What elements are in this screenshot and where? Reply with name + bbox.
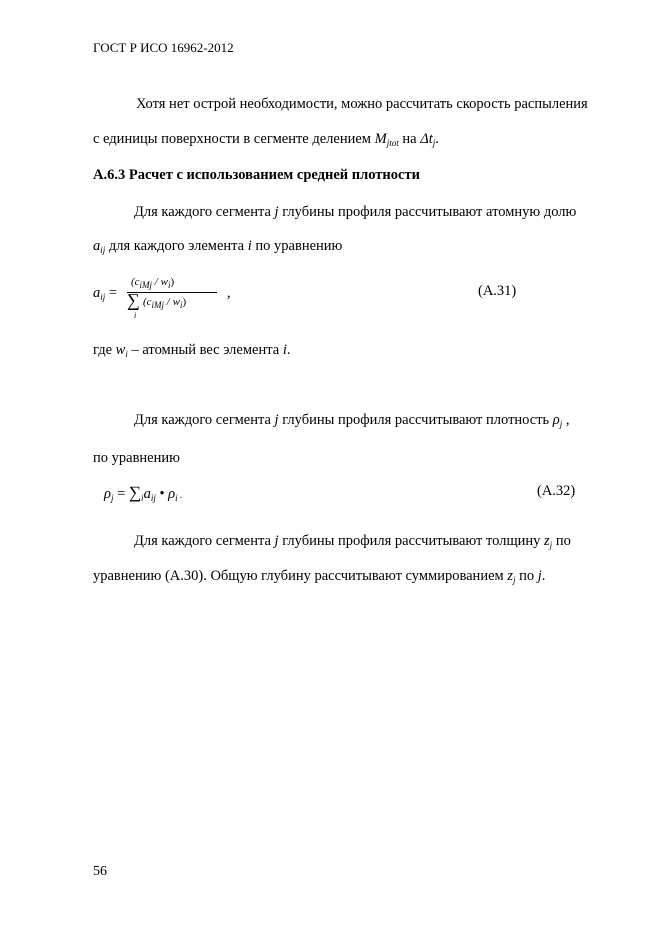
variable-j: j [274,533,279,549]
text: для каждого элемента [105,238,248,254]
text: . [286,342,291,358]
equals-sign: = [113,486,129,502]
sum-symbol: ∑ [128,483,142,502]
var: (c [143,296,152,308]
paren: ) [182,296,187,308]
variable-rho: ρ [104,486,111,502]
text: на [398,131,421,147]
equation-number-a31: (А.31) [478,283,517,299]
variable-delta-t: Δt [420,131,433,147]
subscript: ij [100,292,106,302]
dot-operator: • [155,486,169,502]
subscript: j [432,138,436,148]
text: Для каждого сегмента [134,412,275,428]
variable-j: j [537,568,542,584]
text: , [562,412,570,428]
subscript: j [110,493,114,503]
denominator-body [143,296,186,310]
subscript: ij [150,493,156,503]
formula-a31 [93,274,533,324]
variable-a: a [143,486,151,502]
subscript: i [167,280,171,290]
text: с единицы поверхности в сегменте делением [93,131,375,147]
paragraph-2-line-1 [134,204,576,221]
variable-rho: ρ [168,486,176,502]
text: . [435,131,439,147]
subscript: jtot [386,138,399,148]
variable-i: i [282,342,287,358]
subscript: i [125,349,128,359]
document-header: ГОСТ Р ИСО 16962-2012 [93,40,234,55]
variable-a: a [93,238,101,254]
equation-number-a32: (А.32) [537,483,576,499]
text: Для каждого сегмента [134,204,275,220]
text: глубины профиля рассчитывают атомную долю [278,204,577,220]
var: / w [152,276,168,288]
variable-a: a [93,285,101,301]
paragraph-1-line-2 [93,131,439,148]
paren: ) [170,276,175,288]
text: . [541,568,546,584]
formula-a32 [104,483,574,513]
variable-i: i [247,238,252,254]
sum-index: i [134,311,137,320]
comma: , [227,285,231,301]
variable-rho: ρ [552,412,560,428]
subscript: iMj [151,300,165,310]
paragraph-1-line-1: Хотя нет острой необходимости, можно рассчитать скорость распыления [136,96,588,112]
sum-symbol: ∑ [127,290,140,310]
numerator [131,276,174,290]
variable-z: z [507,568,513,584]
subscript: iMj [139,280,153,290]
variable-j: j [274,412,279,428]
variable-j: j [274,204,279,220]
paragraph-3-line-2: по уравнению [93,450,180,466]
equals-sign: = [105,285,118,301]
section-heading: А.6.3 Расчет с использованием средней плотности [93,167,420,183]
var: (c [131,276,140,288]
text: Для каждого сегмента [134,533,275,549]
page-number: 56 [93,864,107,879]
subscript: j [549,540,553,550]
text: по [515,568,538,584]
paragraph-3-line-1 [134,412,570,429]
formula-body [104,483,182,503]
subscript: i [179,300,183,310]
fraction-bar [127,292,217,293]
variable-w: w [115,342,126,358]
variable-z: z [544,533,550,549]
paragraph-2-line-2 [93,238,342,255]
paragraph-4-line-2 [93,568,545,585]
text: где [93,342,116,358]
text: глубины профиля рассчитывают плотность [278,412,553,428]
text: глубины профиля рассчитывают толщину [278,533,545,549]
where-definition [93,342,290,359]
paragraph-4-line-1 [134,533,571,550]
var: / w [164,296,180,308]
text: по [552,533,571,549]
text: – атомный вес элемента [127,342,283,358]
subscript: i [175,493,178,503]
variable-m: M [374,131,387,147]
subscript: j [512,575,516,585]
text: по уравнению [251,238,343,254]
subscript: j [559,419,563,429]
period: . [177,490,183,500]
sum-index: i [141,493,144,503]
formula-lhs [93,285,117,302]
text: уравнению (А.30). Общую глубину рассчитывают суммированием [93,568,508,584]
subscript: ij [100,245,106,255]
